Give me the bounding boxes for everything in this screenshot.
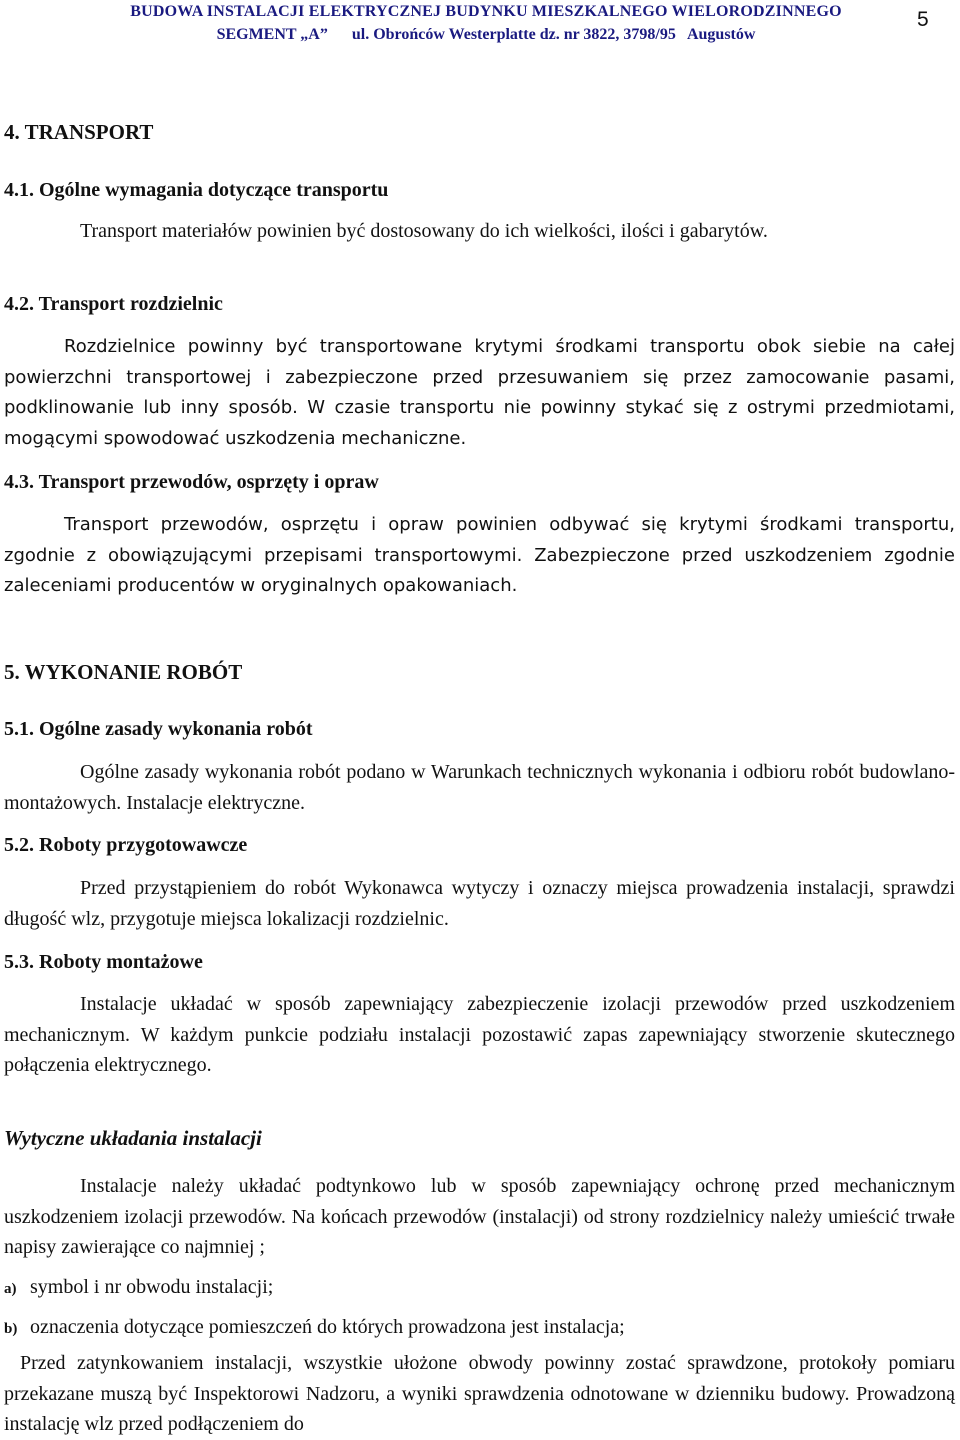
document-header xyxy=(76,0,896,46)
page-number: 5 xyxy=(917,8,929,31)
guidelines-heading: Wytyczne układania instalacji xyxy=(4,1126,262,1150)
list-marker: a) xyxy=(4,1281,17,1297)
section-heading-4-1: 4.1. Ogólne wymagania dotyczące transportu xyxy=(4,179,389,201)
paragraph-4-2: Rozdzielnice powinny być transportowane krytymi środkami transportu obok siebie na całej powierzchni transportowej i zabezpieczone przed przesuwaniem się przez zamocowanie pasami, podklinowanie lub inny sposób. W czasie transportu nie powinny stykać się z ostrymi przedmiotami, mogącymi spowodować uszkodzenia mechaniczne. xyxy=(4,336,955,449)
list-marker: b) xyxy=(4,1321,18,1337)
header-title: BUDOWA INSTALACJI ELEKTRYCZNEJ BUDYNKU MIESZKALNEGO WIELORODZINNEGO xyxy=(130,3,842,20)
list-item-text: oznaczenia dotyczące pomieszczeń do których prowadzona jest instalacja; xyxy=(30,1316,625,1338)
paragraph-5-3: Instalacje układać w sposób zapewniający zabezpieczenie izolacji przewodów przed uszkodzeniem mechanicznym. W każdym punkcie podziału instalacji pozostawić zapas zapewniający stworzenie skutecznego połączenia elektrycznego. xyxy=(4,993,955,1076)
paragraph-4-3: Transport przewodów, osprzętu i opraw powinien odbywać się krytymi środkami transportu, zgodnie z obowiązującymi przepisami transportowymi. Zabezpieczone przed uszkodzeniem zgodnie zaleceniami producentów w oryginalnych opakowaniach. xyxy=(4,514,955,596)
list-item-text: symbol i nr obwodu instalacji; xyxy=(30,1276,274,1298)
paragraph-5-1: Ogólne zasady wykonania robót podano w Warunkach technicznych wykonania i odbioru robót budowlano-montażowych. Instalacje elektryczne. xyxy=(4,761,955,814)
paragraph-5-2: Przed przystąpieniem do robót Wykonawca wytyczy i oznaczy miejsca prowadzenia instalacji, sprawdzi długość wlz, przygotuje miejsca lokalizacji rozdzielnic. xyxy=(4,877,955,930)
section-heading-5-1: 5.1. Ogólne zasady wykonania robót xyxy=(4,718,313,740)
section-heading-5-2: 5.2. Roboty przygotowawcze xyxy=(4,834,248,856)
list-item xyxy=(4,1273,955,1303)
list-item xyxy=(4,1313,955,1343)
paragraph-final: Przed zatynkowaniem instalacji, wszystkie ułożone obwody powinny zostać sprawdzone, protokoły pomiaru przekazane muszą być Inspektorowi Nadzoru, a wyniki sprawdzenia odnotowane w dzienniku budowy. Prowadzoną instalację wlz przed podłączeniem do xyxy=(4,1352,955,1435)
section-heading-4-2: 4.2. Transport rozdzielnic xyxy=(4,293,223,315)
paragraph-guidelines: Instalacje należy układać podtynkowo lub w sposób zapewniający ochronę przed mechanicznym uszkodzeniem izolacji przewodów. Na końcach przewodów (instalacji) od strony rozdzielnicy należy umieścić trwałe napisy zawierające co najmniej ; xyxy=(4,1175,955,1258)
section-heading-5-3: 5.3. Roboty montażowe xyxy=(4,951,203,973)
section-heading-4-3: 4.3. Transport przewodów, osprzęty i opraw xyxy=(4,471,379,493)
section-heading-5: 5. WYKONANIE ROBÓT xyxy=(4,660,243,684)
header-address: SEGMENT „A” ul. Obrońców Westerplatte dz. nr 3822, 3798/95 Augustów xyxy=(216,26,756,43)
section-heading-4: 4. TRANSPORT xyxy=(4,120,154,144)
paragraph-4-1: Transport materiałów powinien być dostosowany do ich wielkości, ilości i gabarytów. xyxy=(80,220,768,242)
